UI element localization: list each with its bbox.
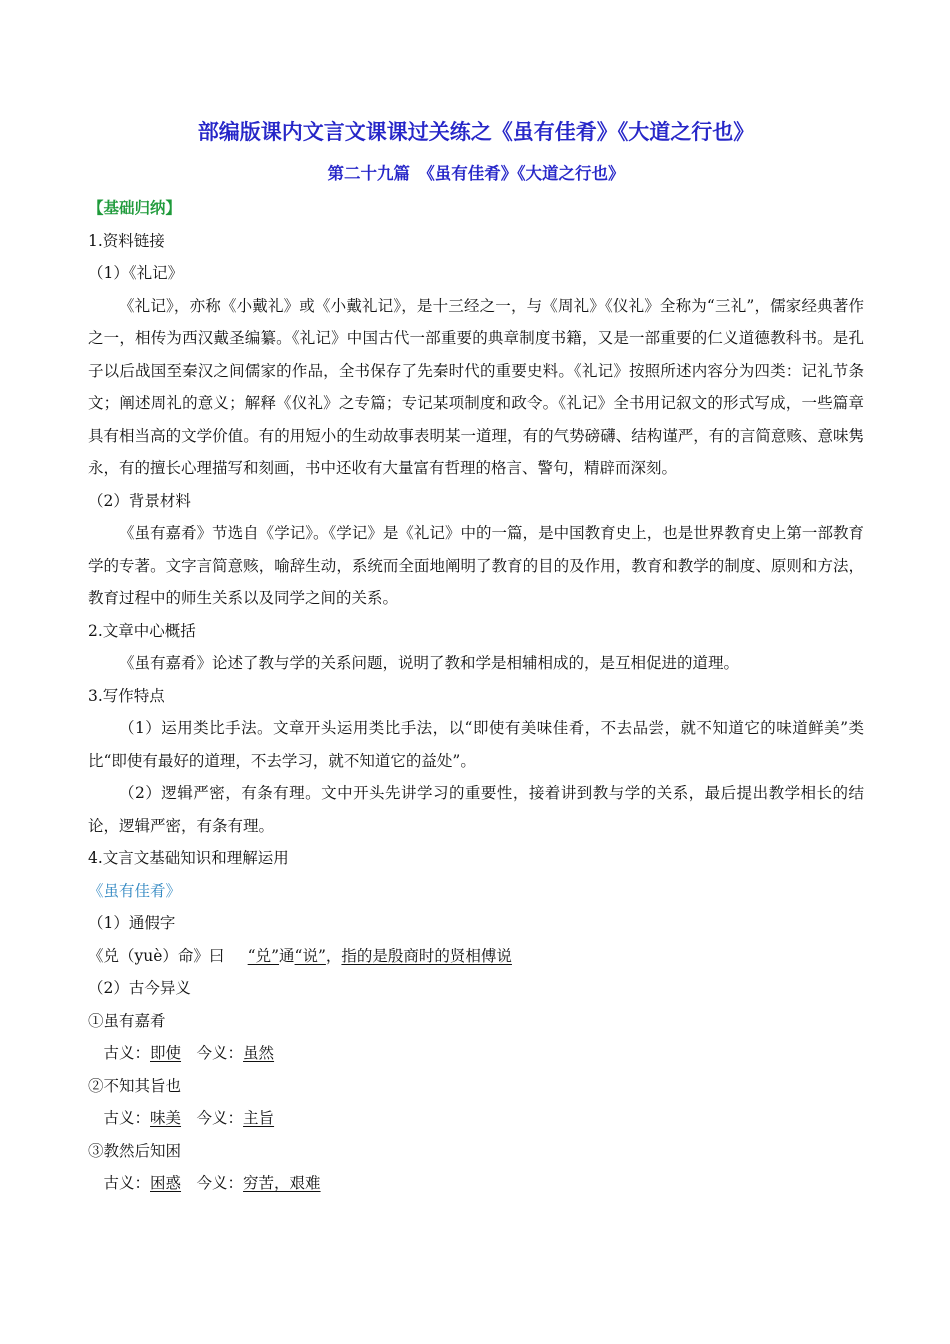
gujin-phrase-2: ②不知其旨也: [88, 1076, 182, 1095]
tongjiazi-tong: 通: [279, 946, 295, 965]
paragraph-background: 《虽有嘉肴》节选自《学记》。《学记》是《礼记》中的一篇，是中国教育史上，也是世界教育史上第一部教育学的专著。文字言简意赅，喻辞生动，系统而全面地阐明了教育的目的及作用，教育和教学的制度、原则和方法，教育过程中的师生关系以及同学之间的关系。: [88, 524, 864, 607]
heading-central-idea: 2.文章中心概括: [88, 621, 196, 640]
gu-label: 古义：: [103, 1109, 151, 1127]
tongjiazi-comma: ，: [325, 946, 342, 965]
heading-writing-features: 3.写作特点: [88, 686, 165, 705]
tongjiazi-explanation: 指的是殷商时的贤相傅说: [341, 946, 512, 965]
tongjiazi-row: [88, 940, 864, 973]
paragraph-liji: 《礼记》，亦称《小戴礼》或《小戴礼记》，是十三经之一，与《周礼》《仪礼》全称为“三礼”，儒家经典著作之一，相传为西汉戴圣编纂。《礼记》中国古代一部重要的典章制度书籍，又是一部重要的仁义道德教科书。是孔子以后战国至秦汉之间儒家的作品，全书保存了先秦时代的重要史料。《礼记》按照所述内容分为四类：记礼节条文；阐述周礼的意义；解释《仪礼》之专篇；专记某项制度和政令。《礼记》全书用记叙文的形式写成，一些篇章具有相当高的文学价值。有的用短小的生动故事表明某一道理，有的气势磅礴、结构谨严，有的言简意赅、意味隽永，有的擅长心理描写和刻画，书中还收有大量富有哲理的格言、警句，精辟而深刻。: [88, 296, 864, 477]
tongjiazi-source: 《兑（yuè）命》曰: [88, 946, 225, 965]
heading-basic-knowledge: 4.文言文基础知识和理解运用: [88, 849, 289, 867]
gujin-phrase-1: ①虽有嘉肴: [88, 1011, 166, 1030]
jin-meaning: 穷苦，艰难: [243, 1174, 321, 1192]
jin-label: 今义：: [196, 1174, 244, 1192]
gujin-meaning-row-3: [88, 1167, 864, 1200]
gujin-meaning-row-1: [88, 1037, 864, 1070]
paragraph-feature-logic: （2）逻辑严密，有条有理。文中开头先讲学习的重要性，接着讲到教与学的关系，最后提出教学相长的结论，逻辑严密，有条有理。: [88, 784, 864, 835]
jin-label: 今义：: [196, 1044, 244, 1062]
subheading-liji: （1）《礼记》: [88, 264, 184, 282]
tongjiazi-char-b: “说”: [294, 946, 326, 965]
section-heading: 【基础归纳】: [88, 198, 182, 217]
subheading-gujin-yiyi: （2）古今异义: [88, 979, 191, 997]
jin-meaning: 主旨: [243, 1109, 275, 1127]
gujin-phrase-3: ③教然后知困: [88, 1141, 182, 1160]
subheading-background: （2）背景材料: [88, 491, 191, 510]
paragraph-feature-analogy: （1）运用类比手法。文章开头运用类比手法，以“即使有美味佳肴，不去品尝，就不知道它的味道鲜美”类比“即使有最好的道理，不去学习，就不知道它的益处”。: [88, 719, 864, 770]
document-title: 部编版课内文言文课课过关练之《虽有佳肴》《大道之行也》: [197, 119, 755, 144]
gu-label: 古义：: [103, 1044, 151, 1062]
text-title: 《虽有佳肴》: [88, 881, 182, 900]
gu-meaning: 味美: [150, 1109, 182, 1127]
paragraph-central-idea: 《虽有嘉肴》论述了教与学的关系问题，说明了教和学是相辅相成的，是互相促进的道理。: [119, 654, 740, 672]
gu-meaning: 即使: [150, 1044, 182, 1062]
document-page: [88, 116, 864, 1200]
document-subtitle: 第二十九篇 《虽有佳肴》《大道之行也》: [327, 164, 625, 183]
jin-label: 今义：: [196, 1109, 244, 1127]
gu-label: 古义：: [103, 1174, 151, 1192]
subheading-tongjiazi: （1）通假字: [88, 914, 176, 932]
tongjiazi-char-a: “兑”: [247, 946, 280, 965]
jin-meaning: 虽然: [243, 1044, 275, 1062]
gujin-meaning-row-2: [88, 1102, 864, 1135]
heading-resource-link: 1.资料链接: [88, 231, 165, 250]
gu-meaning: 困惑: [150, 1174, 182, 1192]
